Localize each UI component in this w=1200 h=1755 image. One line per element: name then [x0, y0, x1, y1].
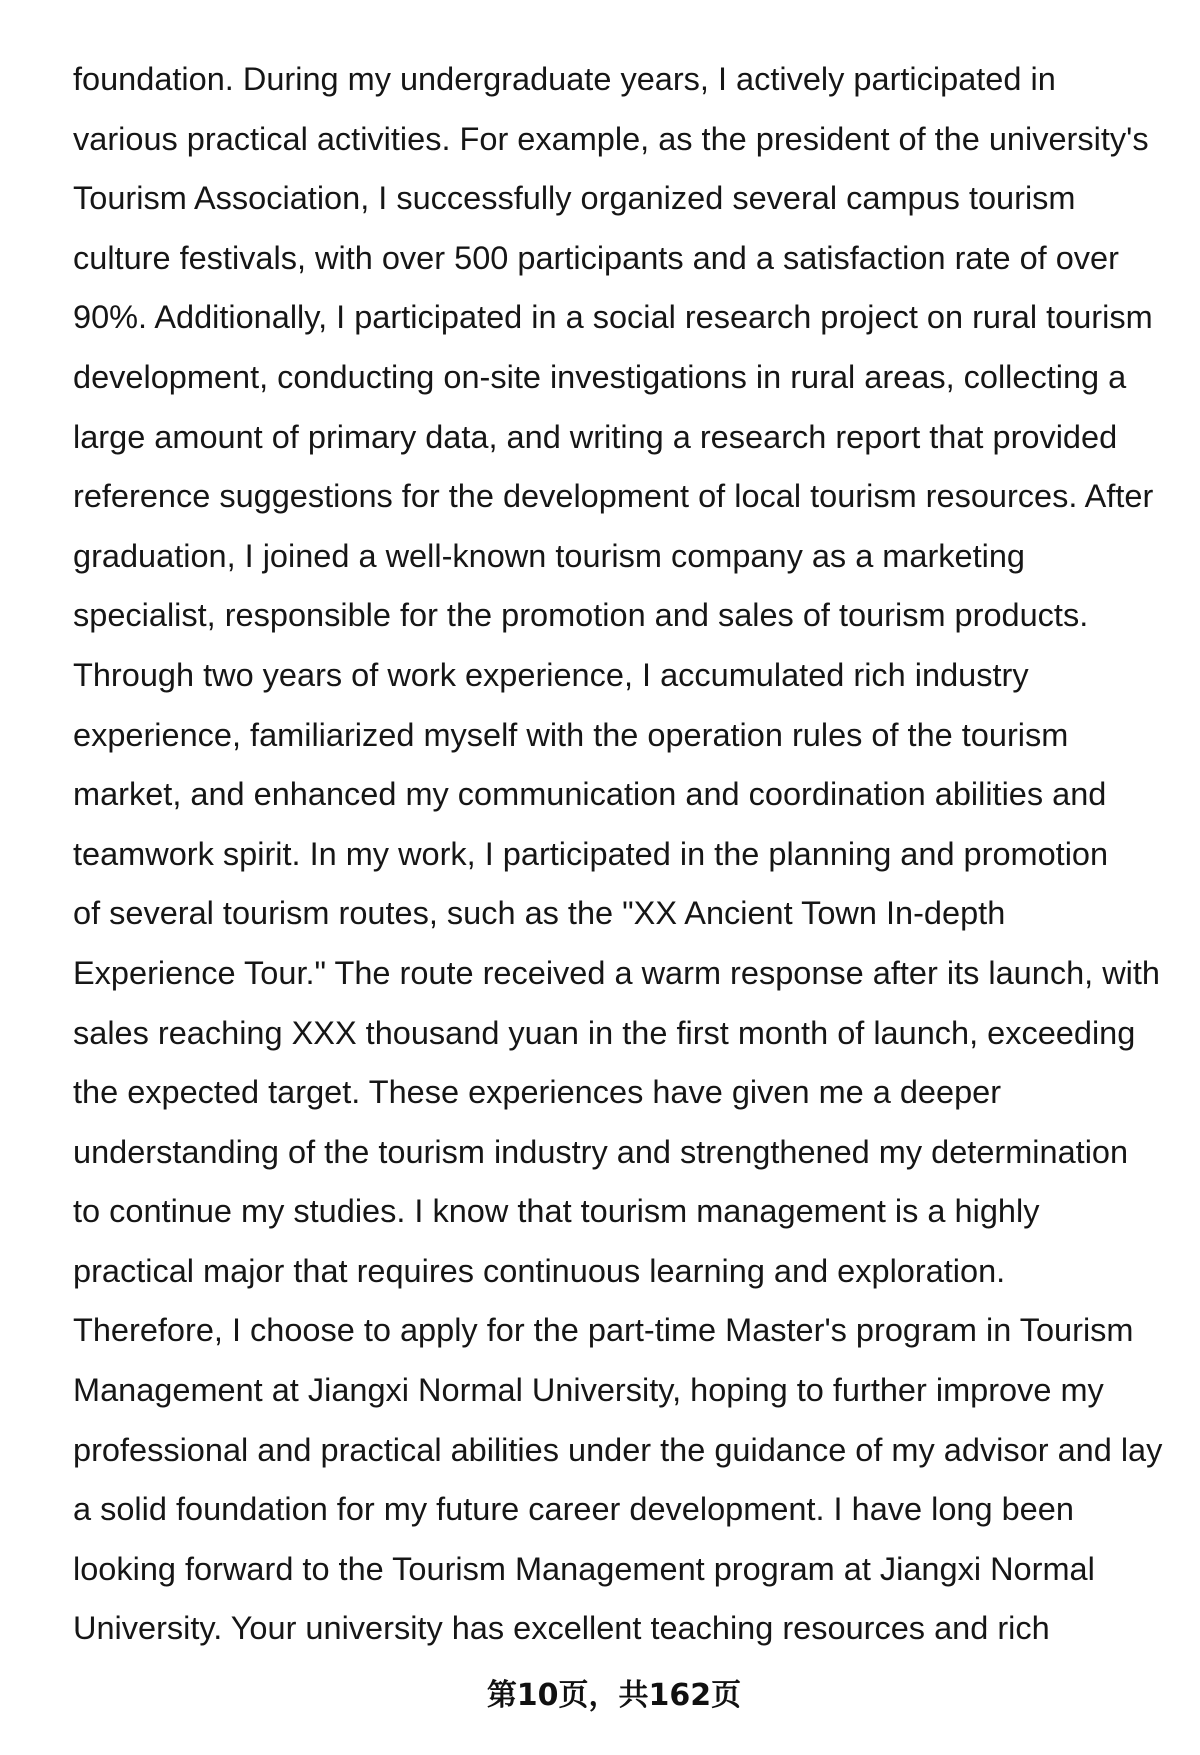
text-line: culture festivals, with over 500 participants and a satisfaction rate of over	[73, 239, 1119, 276]
text-line: Experience Tour." The route received a warm response after its launch, with	[73, 954, 1161, 991]
text-line: University. Your university has excellent teaching resources and rich	[73, 1610, 1050, 1647]
page-number-footer: 第10页，共162页	[486, 1678, 742, 1713]
text-line: practical major that requires continuous learning and exploration.	[73, 1252, 1006, 1289]
text-line: the expected target. These experiences have given me a deeper	[73, 1074, 1002, 1111]
text-line: reference suggestions for the development of local tourism resources. After	[73, 478, 1154, 515]
text-line: experience, familiarized myself with the operation rules of the tourism	[73, 716, 1069, 753]
text-line: teamwork spirit. In my work, I participated in the planning and promotion	[73, 835, 1109, 872]
body-paragraph	[73, 50, 1183, 1659]
text-line: graduation, I joined a well-known tourism company as a marketing	[73, 537, 1026, 574]
text-line: looking forward to the Tourism Management program at Jiangxi Normal	[73, 1550, 1095, 1587]
text-line: professional and practical abilities under the guidance of my advisor and lay	[73, 1431, 1163, 1468]
text-line: 90%. Additionally, I participated in a social research project on rural tourism	[73, 299, 1153, 336]
text-line: various practical activities. For example, as the president of the university's	[73, 120, 1149, 157]
text-line: Through two years of work experience, I accumulated rich industry	[73, 656, 1029, 693]
text-line: Tourism Association, I successfully organized several campus tourism	[73, 180, 1076, 217]
text-line: a solid foundation for my future career development. I have long been	[73, 1491, 1074, 1528]
text-line: sales reaching XXX thousand yuan in the first month of launch, exceeding	[73, 1014, 1136, 1051]
text-line: Management at Jiangxi Normal University, hoping to further improve my	[73, 1372, 1104, 1409]
text-line: Therefore, I choose to apply for the part-time Master's program in Tourism	[73, 1312, 1134, 1349]
text-line: market, and enhanced my communication and coordination abilities and	[73, 776, 1107, 813]
text-line: development, conducting on-site investigations in rural areas, collecting a	[73, 358, 1127, 395]
text-line: understanding of the tourism industry and strengthened my determination	[73, 1133, 1129, 1170]
text-line: large amount of primary data, and writing a research report that provided	[73, 418, 1118, 455]
text-line: to continue my studies. I know that tourism management is a highly	[73, 1193, 1040, 1230]
text-line: of several tourism routes, such as the "XX Ancient Town In-depth	[73, 895, 1006, 932]
text-line: specialist, responsible for the promotion and sales of tourism products.	[73, 597, 1089, 634]
text-line: foundation. During my undergraduate years, I actively participated in	[73, 61, 1056, 97]
